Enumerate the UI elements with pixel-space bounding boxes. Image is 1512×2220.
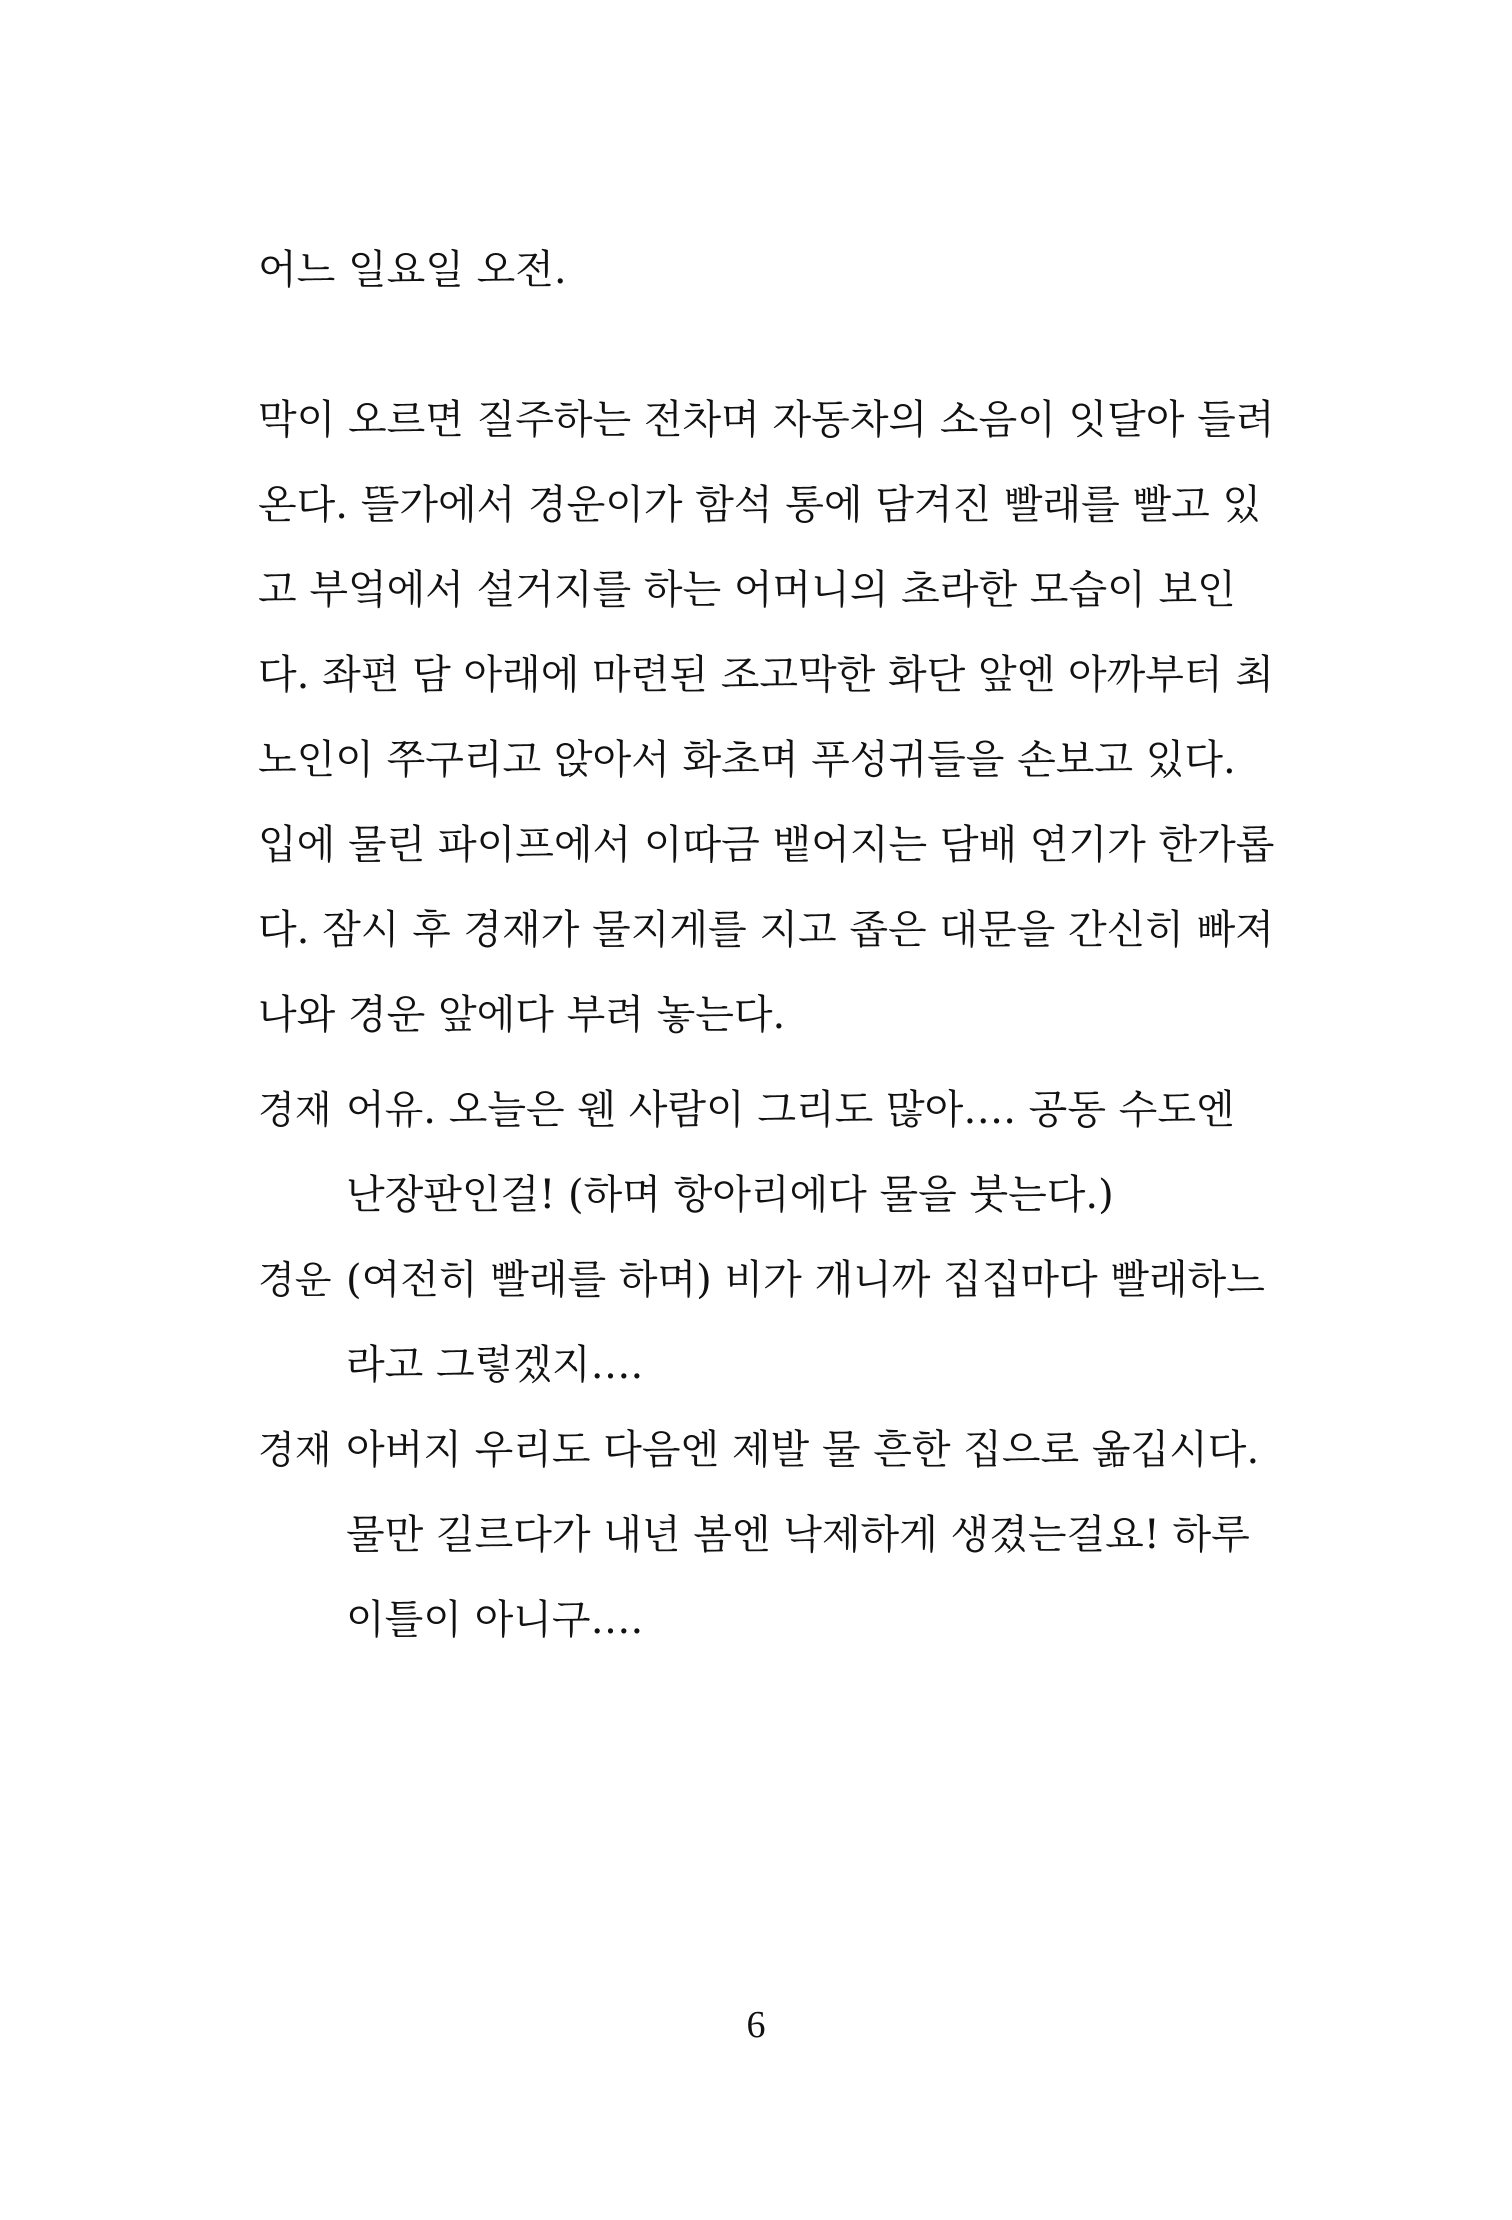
speaker-name: 경재 — [258, 1088, 332, 1132]
stage-direction-line: 입에 물린 파이프에서 이따금 뱉어지는 담배 연기가 한가롭 — [258, 822, 1275, 868]
speech-line: 라고 그렇겠지…. — [346, 1342, 644, 1388]
speech-line: 아버지 우리도 다음엔 제발 물 흔한 집으로 옮깁시다. — [346, 1427, 1260, 1473]
dialogue-section — [258, 1068, 1265, 1663]
stage-direction-line: 다. 잠시 후 경재가 물지게를 지고 좁은 대문을 간신히 빠져 — [258, 907, 1274, 953]
speech-text — [346, 1238, 1265, 1408]
stage-direction-line: 고 부엌에서 설거지를 하는 어머니의 초라한 모습이 보인 — [258, 567, 1236, 613]
speech-line: 이틀이 아니구…. — [346, 1597, 644, 1643]
speech-line: 난장판인걸! (하며 항아리에다 물을 붓는다.) — [346, 1172, 1114, 1218]
speech-text — [346, 1408, 1259, 1663]
page-number: 6 — [746, 2004, 766, 2046]
stage-direction-line: 막이 오르면 질주하는 전차며 자동차의 소음이 잇달아 들려 — [258, 397, 1275, 443]
stage-direction-line: 온다. 뜰가에서 경운이가 함석 통에 담겨진 빨래를 빨고 있 — [258, 482, 1262, 528]
stage-direction-paragraph — [258, 378, 1275, 1058]
stage-direction-line: 다. 좌편 담 아래에 마련된 조고막한 화단 앞엔 아까부터 최 — [258, 652, 1274, 698]
scene-time-heading — [258, 228, 1193, 313]
speaker-name: 경운 — [258, 1258, 332, 1302]
stage-direction-line: 노인이 쭈구리고 앉아서 화초며 푸성귀들을 손보고 있다. — [258, 737, 1236, 783]
speech-line: (여전히 빨래를 하며) 비가 개니까 집집마다 빨래하느 — [346, 1257, 1265, 1303]
speech-line: 어유. 오늘은 웬 사람이 그리도 많아…. 공동 수도엔 — [346, 1087, 1235, 1133]
scene-time-text: 어느 일요일 오전. — [258, 247, 567, 293]
speech-line: 물만 길르다가 내년 봄엔 낙제하게 생겼는걸요! 하루 — [346, 1512, 1250, 1558]
speech-text — [346, 1068, 1235, 1238]
dialogue-turn — [258, 1238, 1265, 1408]
dialogue-turn — [258, 1068, 1235, 1238]
stage-direction-line: 나와 경운 앞에다 부려 놓는다. — [258, 992, 786, 1038]
dialogue-turn — [258, 1408, 1260, 1663]
speaker-name: 경재 — [258, 1428, 332, 1472]
